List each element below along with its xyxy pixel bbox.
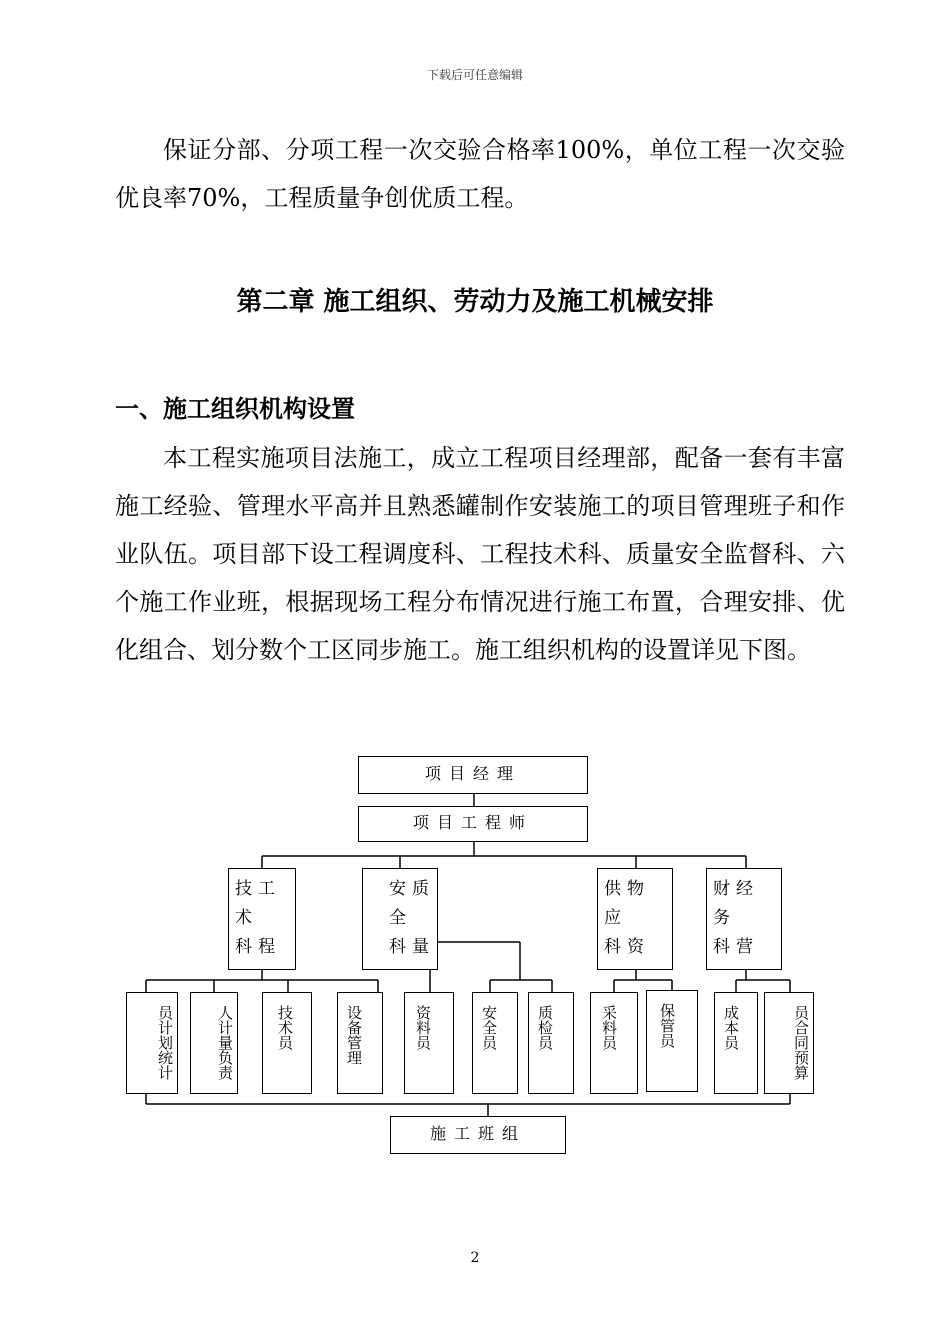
project-engineer-label: 项目工程师 [412,813,533,832]
project-engineer-box [358,806,588,842]
paragraph-organization: 本工程实施项目法施工，成立工程项目经理部，配备一套有丰富施工经验、管理水平高并且熟悉罐制作安装施工的项目管理班子和作业队伍。项目部下设工程调度科、工程技术科、质量安全监督科、六个施工作业班，根据现场工程分布情况进行施工布置，合理安排、优化组合、划分数个工区同步施工。施工组织机构的设置详见下图。 [115,444,845,664]
staff-label: 设备管理 [345,1005,363,1065]
staff-storekeeper [646,990,698,1092]
chapter-title: 第二章 施工组织、劳动力及施工机械安排 [236,287,714,317]
paragraph-quality-target: 保证分部、分项工程一次交验合格率100%，单位工程一次交验优良率70%，工程质量争创优质工程。 [115,136,845,212]
staff-inspection [528,992,574,1094]
dept-technical [228,868,296,970]
staff-label: 质检员 [536,1005,554,1050]
header-note: 下载后可任意编辑 [426,68,523,82]
staff-label: 员 [792,1005,810,1020]
staff-label: 成本员 [722,1005,740,1050]
staff-label: 计量负责 [216,1020,234,1080]
staff-label: 员 [156,1005,174,1020]
staff-documents [404,992,454,1094]
staff-label: 人 [216,1005,234,1020]
dept-line: 供物 [604,879,650,899]
staff-statistics [126,992,178,1094]
dept-line: 务 [713,908,736,928]
staff-label: 采料员 [600,1005,618,1050]
page-number: 2 [470,1250,480,1266]
staff-label: 技术员 [276,1005,294,1050]
staff-label: 资料员 [414,1005,432,1050]
dept-line: 财经 [713,879,759,899]
dept-finance [706,868,782,970]
staff-label: 安全员 [480,1005,498,1050]
dept-line: 技工 [235,879,281,899]
staff-technician [262,992,312,1094]
staff-cost [714,992,758,1094]
dept-line: 应 [604,908,627,928]
dept-quality-safety [362,868,438,970]
staff-metering [190,992,238,1094]
section-title: 一、施工组织机构设置 [115,394,355,423]
dept-line: 全 [389,908,412,928]
dept-line: 科量 [389,937,435,957]
staff-label: 合同预算 [792,1020,810,1080]
staff-safety [472,992,518,1094]
dept-line: 安质 [389,879,435,899]
construction-team-box [390,1116,566,1154]
staff-contract-budget [764,992,814,1094]
construction-team-label: 施工班组 [429,1124,526,1143]
dept-line: 科资 [604,937,650,957]
staff-label: 计划统计 [156,1020,174,1080]
dept-line: 科营 [713,937,759,957]
dept-supply [597,868,673,970]
staff-procurement [590,992,638,1094]
dept-line: 科程 [235,937,281,957]
dept-line: 术 [235,908,258,928]
project-manager-label: 项目经理 [424,764,521,783]
project-manager-box [358,756,588,794]
staff-label: 保管员 [658,1003,676,1048]
staff-equipment [337,992,383,1094]
